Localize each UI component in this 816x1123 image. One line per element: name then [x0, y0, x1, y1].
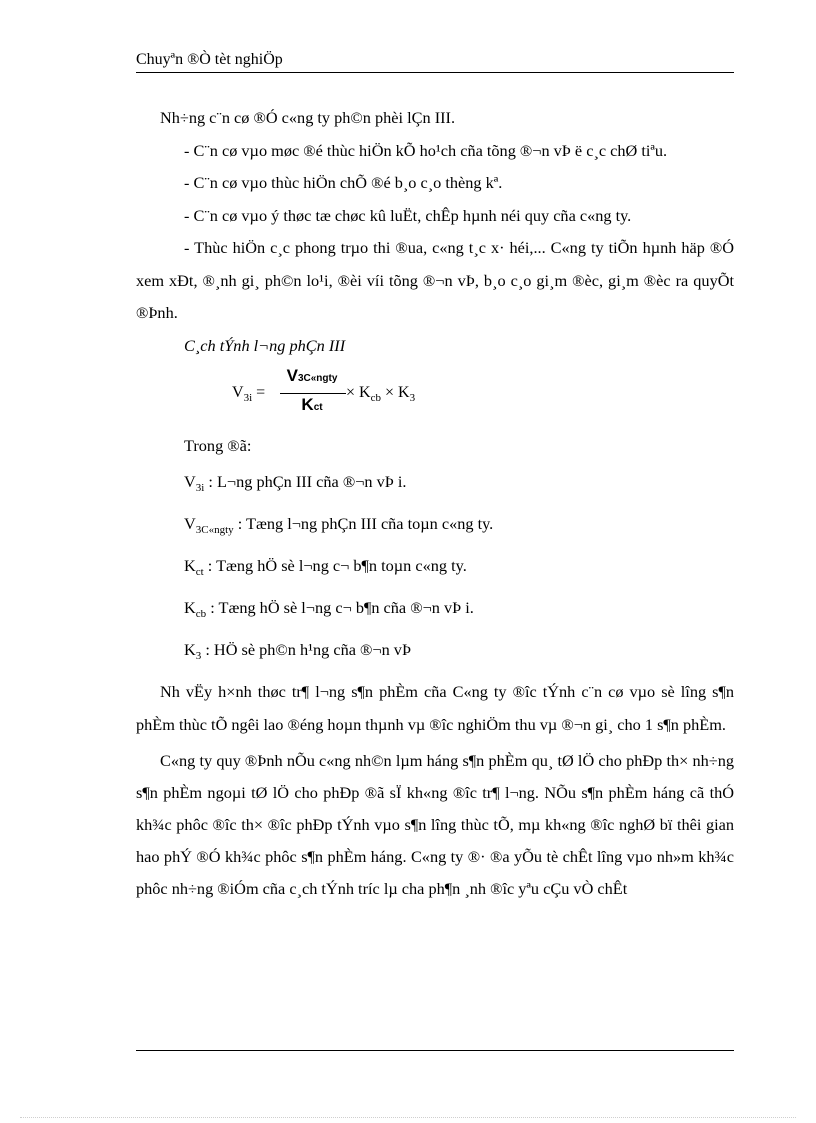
- definition-text: : HÖ sè ph©n h¹ng cña ®¬n vÞ: [201, 640, 412, 659]
- definition-subscript: 3C«ngty: [195, 524, 234, 536]
- method-title: C¸ch tÝnh l¬ng phÇn III: [184, 335, 346, 355]
- paragraph-text: - C¨n cø vµo thùc hiÖn chÕ ®é b¸o c¸o thèng kª.: [184, 173, 503, 192]
- formula-numerator: [280, 364, 344, 391]
- definition-text: : L¬ng phÇn III cña ®¬n vÞ i.: [204, 472, 407, 491]
- times-sign: ×: [346, 384, 356, 401]
- formula-lhs-subscript: 3i: [243, 392, 253, 404]
- header-title: Chuyªn ®Ò tèt nghiÖp: [136, 51, 283, 68]
- k3-subscript: 3: [409, 392, 416, 404]
- paragraph-text: - C¨n cø vµo ý thøc tæ chøc kû luËt, chÊp hµnh néi quy cña c«ng ty.: [184, 205, 632, 225]
- paragraph-conclusion-2: [136, 745, 734, 905]
- paragraph-conclusion-1: [136, 676, 734, 741]
- definitions-intro: Trong ®ã:: [184, 436, 252, 455]
- paragraph-text: - C¨n cø vµo møc ®é thùc hiÖn kÕ ho¹ch cña tõng ®¬n vÞ ë c¸c chØ tiªu.: [184, 140, 668, 160]
- definition-symbol: K: [184, 556, 196, 575]
- formula-equals: =: [256, 384, 266, 401]
- body-text: [136, 102, 734, 905]
- definition-kcb: [184, 590, 734, 632]
- paragraph-text: - Thùc hiÖn c¸c phong trµo thi ®ua, c«ng t¸c x· héi,... C«ng ty tiÕn hµnh häp ®Ó xem xÐt, ®¸nh gi¸ ph©n lo¹i, ®èi víi tõng ®¬n vÞ, b¸o c¸o gi¸m ®èc, gi¸m ®èc ra quyÕt ®Þnh.: [136, 238, 734, 322]
- paragraph-text: C«ng ty quy ®Þnh nÕu c«ng nh©n lµm háng s¶n phÈm qu¸ tØ lÖ cho phÐp th× nh÷ng s¶n phÈm ngoµi tØ lÖ cho phÐp ®ã sÏ kh«ng ®îc tr¶ l¬ng. NÕu s¶n phÈm háng cã thÓ kh¾c phôc ®îc th× ®îc phÐp tÝnh vµo s¶n lîng thùc tÕ, mµ kh«ng ®îc nghØ bï thêi gian hao phÝ ®Ó kh¾c phôc s¶n phÈm háng. C«ng ty ®· ®a yÕu tè chÊt lîng vµo nh»m kh¾c phôc nh÷ng ®iÓm cña c¸ch tÝnh tríc lµ cha ph¶n ¸nh ®îc yªu cÇu vÒ chÊt: [136, 751, 734, 898]
- page-header: [136, 50, 734, 73]
- denominator-subscript: ct: [313, 402, 323, 413]
- definition-text: : Tæng hÖ sè l¬ng c¬ b¶n cña ®¬n vÞ i.: [206, 598, 474, 617]
- definition-v3congty: [184, 506, 734, 548]
- definition-kct: [184, 548, 734, 590]
- formula-rhs: [346, 384, 415, 404]
- denominator-symbol: K: [301, 395, 314, 414]
- page-edge-marker: [20, 1117, 796, 1118]
- definition-v3i: [184, 464, 734, 506]
- paragraph-text: Nh vËy h×nh thøc tr¶ l¬ng s¶n phÈm cña C«ng ty ®îc tÝnh c¨n cø vµo sè lîng s¶n phÈm thùc tÕ ngêi lao ®éng hoµn thµnh vµ ®îc nghiÖm thu vµ ®¬n gi¸ cho 1 s¶n phÈm.: [136, 682, 734, 734]
- times-sign: ×: [384, 384, 395, 401]
- numerator-subscript: 3C«ngty: [297, 373, 338, 384]
- definition-symbol: K: [184, 640, 196, 659]
- definition-subscript: ct: [195, 566, 204, 578]
- paragraph-criteria-intro: [136, 102, 734, 135]
- footer-rule: [136, 1050, 734, 1051]
- definition-text: : Tæng l¬ng phÇn III cña toµn c«ng ty.: [233, 514, 494, 533]
- definition-symbol: V: [184, 514, 196, 533]
- k3-symbol: K: [398, 384, 410, 401]
- definition-symbol: V: [184, 472, 196, 491]
- kcb-symbol: K: [359, 384, 371, 401]
- definition-subscript: 3i: [195, 482, 205, 494]
- formula-lhs-symbol: V: [232, 384, 244, 401]
- definition-subscript: 3: [195, 650, 202, 662]
- paragraph-criterion-2: [136, 167, 734, 200]
- numerator-symbol: V: [286, 366, 298, 385]
- definition-k3: [184, 632, 734, 674]
- definition-subscript: cb: [195, 608, 207, 620]
- definition-text: : Tæng hÖ sè l¬ng c¬ b¶n toµn c«ng ty.: [203, 556, 467, 575]
- definition-symbol: K: [184, 598, 196, 617]
- formula-lhs: [232, 384, 265, 404]
- paragraph-criterion-3: [136, 200, 734, 233]
- kcb-subscript: cb: [370, 392, 381, 404]
- salary-formula: [232, 362, 734, 428]
- formula-fraction: [280, 364, 344, 419]
- paragraph-criterion-1: [136, 135, 734, 168]
- paragraph-text: Nh÷ng c¨n cø ®Ó c«ng ty ph©n phèi lÇn III.: [160, 108, 456, 127]
- paragraph-criterion-4: [136, 232, 734, 330]
- formula-denominator: [280, 394, 344, 419]
